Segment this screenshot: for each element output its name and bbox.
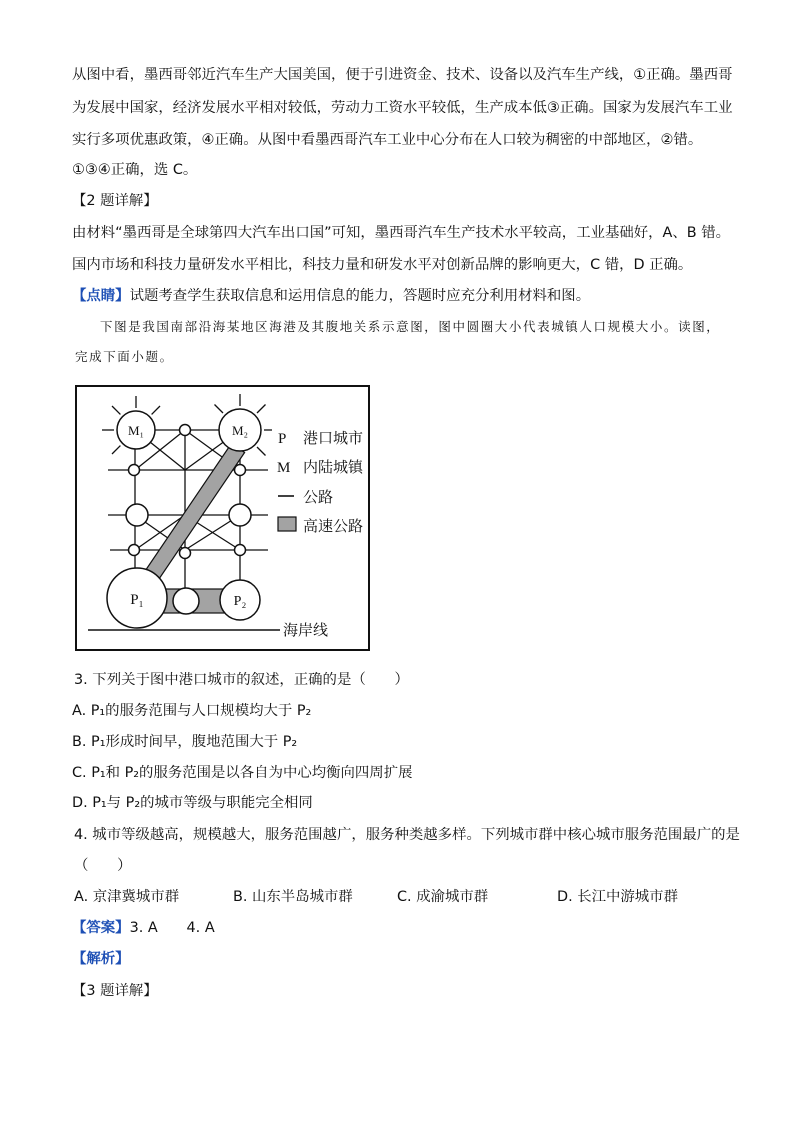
small-town [235,465,246,476]
question-4-option-c: C. 成渝城市群 [397,889,489,905]
analysis-line [72,948,130,970]
small-town [235,545,246,556]
legend-inland-letter: M [277,460,291,476]
material-intro-line: 完成下面小题。 [75,349,174,364]
answer-line [72,917,215,939]
expressway-band-icon [278,517,296,531]
question-3-option-a: A. P₁的服务范围与人口规模均大于 P₂ [72,703,312,719]
coastline-label: 海岸线 [283,621,329,639]
legend-port-letter: P [278,431,287,447]
question-4-option-b: B. 山东半岛城市群 [233,889,353,905]
legend-road-label: 公路 [303,488,334,506]
town-m2-label: M₂ [231,423,249,438]
question-2-detail-line: 由材料“墨西哥是全球第四大汽车出口国”可知，墨西哥汽车生产技术水平较高，工业基础好，A、B 错。 [72,225,731,241]
legend-inland-label: 内陆城镇 [303,458,364,476]
material-intro-line: 下图是我国南部沿海某地区海港及其腹地关系示意图，图中圆圈大小代表城镇人口规模大小。读图， [100,319,721,334]
question-3-option-b: B. P₁形成时间早，腹地范围大于 P₂ [72,734,298,750]
question-4-option-d: D. 长江中游城市群 [557,889,678,905]
middle-town [173,588,199,614]
question-3-option-c: C. P₁和 P₂的服务范围是以各自为中心均衡向四周扩展 [72,765,413,781]
explanation-line: 为发展中国家，经济发展水平相对较低，劳动力工资水平较低，生产成本低③正确。国家为发展汽车工业 [72,100,733,116]
question-2-detail-line: 国内市场和科技力量研发水平相比，科技力量和研发水平对创新品牌的影响更大，C 错，D 正确。 [72,257,693,273]
question-4-blank: （ ） [74,858,132,874]
answer-text: 3. A 4. A [129,920,215,936]
key-point [72,285,590,307]
medium-town [229,504,251,526]
legend-expressway-label: 高速公路 [303,517,364,535]
small-town [180,425,191,436]
explanation-line: ①③④正确，选 C。 [72,162,198,178]
small-town [180,548,191,559]
question-2-detail-heading: 【2 题详解】 [72,193,158,209]
question-4-stem: 4. 城市等级越高，规模越大，服务范围越广，服务种类越多样。下列城市群中核心城市服务范围最广的是 [74,827,740,843]
question-3-stem: 3. 下列关于图中港口城市的叙述，正确的是（ ） [74,672,409,688]
port-city-p2-label: P₂ [233,594,247,609]
explanation-line: 实行多项优惠政策，④正确。从图中看墨西哥汽车工业中心分布在人口较为稠密的中部地区，②错。 [72,132,703,148]
key-point-text: 试题考查学生获取信息和运用信息的能力，答题时应充分利用材料和图。 [129,288,591,304]
analysis-label: 【解析】 [72,951,130,967]
question-3-detail-heading: 【3 题详解】 [72,983,158,999]
question-4-option-a: A. 京津冀城市群 [74,889,180,905]
answer-label: 【答案】 [72,920,130,936]
key-point-label: 【点睛】 [72,288,130,304]
medium-town [126,504,148,526]
town-m1-label: M₁ [127,423,145,438]
small-town [129,465,140,476]
port-city-p1-label: P₁ [130,592,144,608]
port-hinterland-diagram [74,384,374,654]
explanation-line: 从图中看，墨西哥邻近汽车生产大国美国，便于引进资金、技术、设备以及汽车生产线，①正确。墨西哥 [72,67,733,83]
question-3-option-d: D. P₁与 P₂的城市等级与职能完全相同 [72,795,313,811]
legend-port-label: 港口城市 [303,429,364,447]
small-town [129,545,140,556]
